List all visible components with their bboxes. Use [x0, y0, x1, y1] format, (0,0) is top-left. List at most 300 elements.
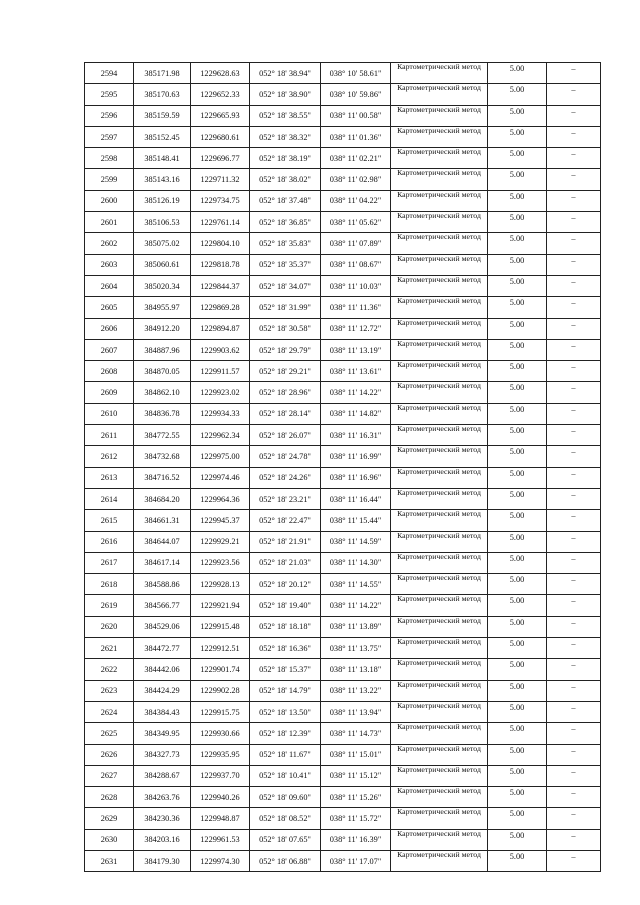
- latitude-cell: 052° 18' 08.52": [250, 808, 321, 829]
- accuracy-cell: 5.00: [488, 212, 547, 233]
- longitude-cell: 038° 11' 16.44": [321, 488, 391, 509]
- x-coordinate-cell: 384617.14: [134, 552, 191, 573]
- latitude-cell: 052° 18' 21.91": [250, 531, 321, 552]
- longitude-cell: 038° 11' 14.82": [321, 403, 391, 424]
- method-cell: Картометрический метод: [391, 680, 488, 701]
- note-cell: –: [547, 403, 601, 424]
- x-coordinate-cell: 384472.77: [134, 638, 191, 659]
- table-row: [85, 829, 601, 850]
- note-cell: –: [547, 638, 601, 659]
- note-cell: –: [547, 169, 601, 190]
- point-number-cell: 2617: [85, 552, 134, 573]
- longitude-cell: 038° 11' 07.89": [321, 233, 391, 254]
- point-number-cell: 2605: [85, 297, 134, 318]
- point-number-cell: 2604: [85, 275, 134, 296]
- method-cell: Картометрический метод: [391, 616, 488, 637]
- method-cell: Картометрический метод: [391, 212, 488, 233]
- accuracy-cell: 5.00: [488, 339, 547, 360]
- y-coordinate-cell: 1229902.28: [191, 680, 250, 701]
- method-cell: Картометрический метод: [391, 361, 488, 382]
- table-row: [85, 63, 601, 84]
- method-cell: Картометрический метод: [391, 148, 488, 169]
- accuracy-cell: 5.00: [488, 318, 547, 339]
- y-coordinate-cell: 1229761.14: [191, 212, 250, 233]
- x-coordinate-cell: 384716.52: [134, 467, 191, 488]
- note-cell: –: [547, 829, 601, 850]
- accuracy-cell: 5.00: [488, 254, 547, 275]
- method-cell: Картометрический метод: [391, 723, 488, 744]
- coordinates-table-body: [85, 63, 601, 872]
- y-coordinate-cell: 1229804.10: [191, 233, 250, 254]
- note-cell: –: [547, 787, 601, 808]
- table-row: [85, 446, 601, 467]
- point-number-cell: 2615: [85, 510, 134, 531]
- x-coordinate-cell: 384887.96: [134, 339, 191, 360]
- note-cell: –: [547, 701, 601, 722]
- point-number-cell: 2614: [85, 488, 134, 509]
- table-row: [85, 254, 601, 275]
- accuracy-cell: 5.00: [488, 829, 547, 850]
- x-coordinate-cell: 385148.41: [134, 148, 191, 169]
- note-cell: –: [547, 126, 601, 147]
- latitude-cell: 052° 18' 38.94": [250, 63, 321, 84]
- accuracy-cell: 5.00: [488, 446, 547, 467]
- accuracy-cell: 5.00: [488, 467, 547, 488]
- longitude-cell: 038° 11' 08.67": [321, 254, 391, 275]
- latitude-cell: 052° 18' 36.85": [250, 212, 321, 233]
- method-cell: Картометрический метод: [391, 190, 488, 211]
- table-row: [85, 765, 601, 786]
- accuracy-cell: 5.00: [488, 659, 547, 680]
- y-coordinate-cell: 1229901.74: [191, 659, 250, 680]
- latitude-cell: 052° 18' 11.67": [250, 744, 321, 765]
- x-coordinate-cell: 384384.43: [134, 701, 191, 722]
- method-cell: Картометрический метод: [391, 63, 488, 84]
- y-coordinate-cell: 1229921.94: [191, 595, 250, 616]
- longitude-cell: 038° 11' 13.22": [321, 680, 391, 701]
- longitude-cell: 038° 11' 14.22": [321, 595, 391, 616]
- y-coordinate-cell: 1229945.37: [191, 510, 250, 531]
- method-cell: Картометрический метод: [391, 169, 488, 190]
- point-number-cell: 2616: [85, 531, 134, 552]
- method-cell: Картометрический метод: [391, 552, 488, 573]
- method-cell: Картометрический метод: [391, 659, 488, 680]
- note-cell: –: [547, 212, 601, 233]
- table-row: [85, 275, 601, 296]
- table-row: [85, 212, 601, 233]
- latitude-cell: 052° 18' 22.47": [250, 510, 321, 531]
- x-coordinate-cell: 384566.77: [134, 595, 191, 616]
- x-coordinate-cell: 384661.31: [134, 510, 191, 531]
- note-cell: –: [547, 233, 601, 254]
- x-coordinate-cell: 384529.06: [134, 616, 191, 637]
- y-coordinate-cell: 1229962.34: [191, 425, 250, 446]
- longitude-cell: 038° 11' 05.62": [321, 212, 391, 233]
- x-coordinate-cell: 385020.34: [134, 275, 191, 296]
- point-number-cell: 2600: [85, 190, 134, 211]
- table-row: [85, 531, 601, 552]
- method-cell: Картометрический метод: [391, 275, 488, 296]
- table-row: [85, 616, 601, 637]
- accuracy-cell: 5.00: [488, 63, 547, 84]
- longitude-cell: 038° 10' 58.61": [321, 63, 391, 84]
- table-row: [85, 233, 601, 254]
- point-number-cell: 2599: [85, 169, 134, 190]
- y-coordinate-cell: 1229929.21: [191, 531, 250, 552]
- longitude-cell: 038° 11' 14.22": [321, 382, 391, 403]
- y-coordinate-cell: 1229711.32: [191, 169, 250, 190]
- longitude-cell: 038° 11' 13.89": [321, 616, 391, 637]
- y-coordinate-cell: 1229961.53: [191, 829, 250, 850]
- y-coordinate-cell: 1229964.36: [191, 488, 250, 509]
- accuracy-cell: 5.00: [488, 190, 547, 211]
- longitude-cell: 038° 11' 10.03": [321, 275, 391, 296]
- table-row: [85, 638, 601, 659]
- note-cell: –: [547, 510, 601, 531]
- latitude-cell: 052° 18' 06.88": [250, 850, 321, 871]
- accuracy-cell: 5.00: [488, 233, 547, 254]
- note-cell: –: [547, 467, 601, 488]
- y-coordinate-cell: 1229911.57: [191, 361, 250, 382]
- note-cell: –: [547, 552, 601, 573]
- longitude-cell: 038° 11' 14.30": [321, 552, 391, 573]
- point-number-cell: 2602: [85, 233, 134, 254]
- longitude-cell: 038° 11' 14.55": [321, 574, 391, 595]
- point-number-cell: 2624: [85, 701, 134, 722]
- x-coordinate-cell: 384263.76: [134, 787, 191, 808]
- y-coordinate-cell: 1229818.78: [191, 254, 250, 275]
- note-cell: –: [547, 744, 601, 765]
- point-number-cell: 2607: [85, 339, 134, 360]
- method-cell: Картометрический метод: [391, 84, 488, 105]
- latitude-cell: 052° 18' 24.26": [250, 467, 321, 488]
- note-cell: –: [547, 531, 601, 552]
- table-row: [85, 744, 601, 765]
- point-number-cell: 2622: [85, 659, 134, 680]
- longitude-cell: 038° 11' 14.59": [321, 531, 391, 552]
- point-number-cell: 2597: [85, 126, 134, 147]
- latitude-cell: 052° 18' 28.96": [250, 382, 321, 403]
- x-coordinate-cell: 384230.36: [134, 808, 191, 829]
- table-row: [85, 126, 601, 147]
- y-coordinate-cell: 1229928.13: [191, 574, 250, 595]
- longitude-cell: 038° 11' 13.75": [321, 638, 391, 659]
- note-cell: –: [547, 595, 601, 616]
- note-cell: –: [547, 361, 601, 382]
- y-coordinate-cell: 1229696.77: [191, 148, 250, 169]
- x-coordinate-cell: 384912.20: [134, 318, 191, 339]
- point-number-cell: 2619: [85, 595, 134, 616]
- point-number-cell: 2598: [85, 148, 134, 169]
- note-cell: –: [547, 254, 601, 275]
- method-cell: Картометрический метод: [391, 339, 488, 360]
- accuracy-cell: 5.00: [488, 595, 547, 616]
- y-coordinate-cell: 1229930.66: [191, 723, 250, 744]
- note-cell: –: [547, 190, 601, 211]
- note-cell: –: [547, 446, 601, 467]
- latitude-cell: 052° 18' 18.18": [250, 616, 321, 637]
- point-number-cell: 2628: [85, 787, 134, 808]
- x-coordinate-cell: 384349.95: [134, 723, 191, 744]
- longitude-cell: 038° 11' 16.96": [321, 467, 391, 488]
- method-cell: Картометрический метод: [391, 318, 488, 339]
- accuracy-cell: 5.00: [488, 552, 547, 573]
- accuracy-cell: 5.00: [488, 275, 547, 296]
- accuracy-cell: 5.00: [488, 574, 547, 595]
- point-number-cell: 2623: [85, 680, 134, 701]
- point-number-cell: 2625: [85, 723, 134, 744]
- point-number-cell: 2631: [85, 850, 134, 871]
- note-cell: –: [547, 84, 601, 105]
- longitude-cell: 038° 11' 12.72": [321, 318, 391, 339]
- latitude-cell: 052° 18' 13.50": [250, 701, 321, 722]
- table-row: [85, 488, 601, 509]
- longitude-cell: 038° 11' 04.22": [321, 190, 391, 211]
- accuracy-cell: 5.00: [488, 808, 547, 829]
- x-coordinate-cell: 385159.59: [134, 105, 191, 126]
- table-row: [85, 318, 601, 339]
- x-coordinate-cell: 385170.63: [134, 84, 191, 105]
- accuracy-cell: 5.00: [488, 531, 547, 552]
- point-number-cell: 2611: [85, 425, 134, 446]
- x-coordinate-cell: 384644.07: [134, 531, 191, 552]
- x-coordinate-cell: 384836.78: [134, 403, 191, 424]
- table-row: [85, 425, 601, 446]
- latitude-cell: 052° 18' 31.99": [250, 297, 321, 318]
- table-row: [85, 467, 601, 488]
- x-coordinate-cell: 384684.20: [134, 488, 191, 509]
- table-row: [85, 723, 601, 744]
- point-number-cell: 2603: [85, 254, 134, 275]
- y-coordinate-cell: 1229948.87: [191, 808, 250, 829]
- y-coordinate-cell: 1229894.87: [191, 318, 250, 339]
- x-coordinate-cell: 384179.30: [134, 850, 191, 871]
- method-cell: Картометрический метод: [391, 446, 488, 467]
- method-cell: Картометрический метод: [391, 233, 488, 254]
- accuracy-cell: 5.00: [488, 84, 547, 105]
- x-coordinate-cell: 384862.10: [134, 382, 191, 403]
- point-number-cell: 2601: [85, 212, 134, 233]
- method-cell: Картометрический метод: [391, 744, 488, 765]
- longitude-cell: 038° 11' 15.44": [321, 510, 391, 531]
- note-cell: –: [547, 616, 601, 637]
- method-cell: Картометрический метод: [391, 105, 488, 126]
- y-coordinate-cell: 1229923.02: [191, 382, 250, 403]
- x-coordinate-cell: 384424.29: [134, 680, 191, 701]
- accuracy-cell: 5.00: [488, 148, 547, 169]
- x-coordinate-cell: 385143.16: [134, 169, 191, 190]
- coordinates-table: [84, 62, 601, 872]
- x-coordinate-cell: 384203.16: [134, 829, 191, 850]
- table-row: [85, 787, 601, 808]
- table-row: [85, 169, 601, 190]
- point-number-cell: 2629: [85, 808, 134, 829]
- latitude-cell: 052° 18' 38.19": [250, 148, 321, 169]
- x-coordinate-cell: 385152.45: [134, 126, 191, 147]
- longitude-cell: 038° 11' 16.99": [321, 446, 391, 467]
- table-row: [85, 701, 601, 722]
- point-number-cell: 2621: [85, 638, 134, 659]
- y-coordinate-cell: 1229628.63: [191, 63, 250, 84]
- method-cell: Картометрический метод: [391, 488, 488, 509]
- y-coordinate-cell: 1229912.51: [191, 638, 250, 659]
- longitude-cell: 038° 11' 13.19": [321, 339, 391, 360]
- point-number-cell: 2608: [85, 361, 134, 382]
- note-cell: –: [547, 425, 601, 446]
- point-number-cell: 2594: [85, 63, 134, 84]
- longitude-cell: 038° 11' 13.18": [321, 659, 391, 680]
- y-coordinate-cell: 1229869.28: [191, 297, 250, 318]
- note-cell: –: [547, 297, 601, 318]
- longitude-cell: 038° 11' 15.72": [321, 808, 391, 829]
- method-cell: Картометрический метод: [391, 787, 488, 808]
- accuracy-cell: 5.00: [488, 638, 547, 659]
- longitude-cell: 038° 11' 13.94": [321, 701, 391, 722]
- note-cell: –: [547, 382, 601, 403]
- accuracy-cell: 5.00: [488, 744, 547, 765]
- table-row: [85, 105, 601, 126]
- table-row: [85, 403, 601, 424]
- latitude-cell: 052° 18' 29.21": [250, 361, 321, 382]
- latitude-cell: 052° 18' 29.79": [250, 339, 321, 360]
- latitude-cell: 052° 18' 15.37": [250, 659, 321, 680]
- latitude-cell: 052° 18' 38.02": [250, 169, 321, 190]
- y-coordinate-cell: 1229915.48: [191, 616, 250, 637]
- method-cell: Картометрический метод: [391, 595, 488, 616]
- accuracy-cell: 5.00: [488, 787, 547, 808]
- y-coordinate-cell: 1229937.70: [191, 765, 250, 786]
- note-cell: –: [547, 850, 601, 871]
- note-cell: –: [547, 275, 601, 296]
- note-cell: –: [547, 318, 601, 339]
- point-number-cell: 2627: [85, 765, 134, 786]
- latitude-cell: 052° 18' 37.48": [250, 190, 321, 211]
- y-coordinate-cell: 1229903.62: [191, 339, 250, 360]
- accuracy-cell: 5.00: [488, 765, 547, 786]
- x-coordinate-cell: 385171.98: [134, 63, 191, 84]
- longitude-cell: 038° 11' 16.39": [321, 829, 391, 850]
- accuracy-cell: 5.00: [488, 723, 547, 744]
- y-coordinate-cell: 1229975.00: [191, 446, 250, 467]
- accuracy-cell: 5.00: [488, 701, 547, 722]
- table-row: [85, 659, 601, 680]
- point-number-cell: 2620: [85, 616, 134, 637]
- y-coordinate-cell: 1229680.61: [191, 126, 250, 147]
- accuracy-cell: 5.00: [488, 616, 547, 637]
- accuracy-cell: 5.00: [488, 126, 547, 147]
- method-cell: Картометрический метод: [391, 574, 488, 595]
- y-coordinate-cell: 1229923.56: [191, 552, 250, 573]
- longitude-cell: 038° 10' 59.86": [321, 84, 391, 105]
- point-number-cell: 2606: [85, 318, 134, 339]
- y-coordinate-cell: 1229844.37: [191, 275, 250, 296]
- method-cell: Картометрический метод: [391, 297, 488, 318]
- y-coordinate-cell: 1229940.26: [191, 787, 250, 808]
- table-row: [85, 850, 601, 871]
- accuracy-cell: 5.00: [488, 488, 547, 509]
- y-coordinate-cell: 1229734.75: [191, 190, 250, 211]
- latitude-cell: 052° 18' 28.14": [250, 403, 321, 424]
- note-cell: –: [547, 659, 601, 680]
- longitude-cell: 038° 11' 15.01": [321, 744, 391, 765]
- y-coordinate-cell: 1229974.46: [191, 467, 250, 488]
- table-row: [85, 595, 601, 616]
- y-coordinate-cell: 1229974.30: [191, 850, 250, 871]
- method-cell: Картометрический метод: [391, 850, 488, 871]
- latitude-cell: 052° 18' 38.90": [250, 84, 321, 105]
- method-cell: Картометрический метод: [391, 531, 488, 552]
- accuracy-cell: 5.00: [488, 297, 547, 318]
- y-coordinate-cell: 1229935.95: [191, 744, 250, 765]
- method-cell: Картометрический метод: [391, 765, 488, 786]
- table-row: [85, 382, 601, 403]
- latitude-cell: 052° 18' 34.07": [250, 275, 321, 296]
- longitude-cell: 038° 11' 11.36": [321, 297, 391, 318]
- table-row: [85, 339, 601, 360]
- note-cell: –: [547, 680, 601, 701]
- longitude-cell: 038° 11' 02.98": [321, 169, 391, 190]
- method-cell: Картометрический метод: [391, 254, 488, 275]
- y-coordinate-cell: 1229665.93: [191, 105, 250, 126]
- method-cell: Картометрический метод: [391, 829, 488, 850]
- point-number-cell: 2626: [85, 744, 134, 765]
- note-cell: –: [547, 808, 601, 829]
- note-cell: –: [547, 339, 601, 360]
- latitude-cell: 052° 18' 23.21": [250, 488, 321, 509]
- note-cell: –: [547, 723, 601, 744]
- longitude-cell: 038° 11' 14.73": [321, 723, 391, 744]
- longitude-cell: 038° 11' 15.26": [321, 787, 391, 808]
- method-cell: Картометрический метод: [391, 382, 488, 403]
- table-row: [85, 680, 601, 701]
- method-cell: Картометрический метод: [391, 638, 488, 659]
- table-row: [85, 148, 601, 169]
- point-number-cell: 2610: [85, 403, 134, 424]
- longitude-cell: 038° 11' 13.61": [321, 361, 391, 382]
- x-coordinate-cell: 384288.67: [134, 765, 191, 786]
- accuracy-cell: 5.00: [488, 403, 547, 424]
- latitude-cell: 052° 18' 30.58": [250, 318, 321, 339]
- accuracy-cell: 5.00: [488, 361, 547, 382]
- method-cell: Картометрический метод: [391, 701, 488, 722]
- x-coordinate-cell: 384955.97: [134, 297, 191, 318]
- latitude-cell: 052° 18' 35.37": [250, 254, 321, 275]
- table-row: [85, 552, 601, 573]
- x-coordinate-cell: 385106.53: [134, 212, 191, 233]
- table-row: [85, 190, 601, 211]
- latitude-cell: 052° 18' 12.39": [250, 723, 321, 744]
- x-coordinate-cell: 384442.06: [134, 659, 191, 680]
- accuracy-cell: 5.00: [488, 382, 547, 403]
- x-coordinate-cell: 385060.61: [134, 254, 191, 275]
- method-cell: Картометрический метод: [391, 126, 488, 147]
- latitude-cell: 052° 18' 35.83": [250, 233, 321, 254]
- latitude-cell: 052° 18' 38.55": [250, 105, 321, 126]
- longitude-cell: 038° 11' 17.07": [321, 850, 391, 871]
- table-row: [85, 574, 601, 595]
- point-number-cell: 2618: [85, 574, 134, 595]
- x-coordinate-cell: 384327.73: [134, 744, 191, 765]
- table-row: [85, 297, 601, 318]
- note-cell: –: [547, 105, 601, 126]
- latitude-cell: 052° 18' 14.79": [250, 680, 321, 701]
- accuracy-cell: 5.00: [488, 510, 547, 531]
- longitude-cell: 038° 11' 00.58": [321, 105, 391, 126]
- latitude-cell: 052° 18' 24.78": [250, 446, 321, 467]
- x-coordinate-cell: 385075.02: [134, 233, 191, 254]
- method-cell: Картометрический метод: [391, 403, 488, 424]
- latitude-cell: 052° 18' 07.65": [250, 829, 321, 850]
